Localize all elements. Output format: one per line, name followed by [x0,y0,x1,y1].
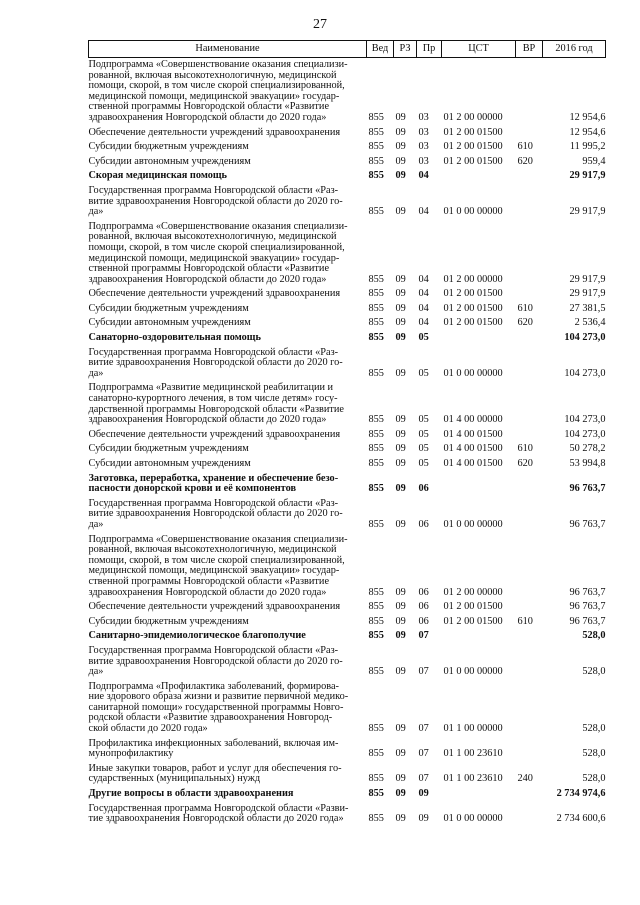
cell-pr: 04 [418,206,429,218]
table-row [89,787,606,802]
table-row [89,442,606,457]
cell-name: Скорая медицинская помощь [88,170,227,182]
cell-vr: 240 [517,773,533,785]
table-row [89,346,606,382]
cell-ved: 855 [368,170,384,182]
cell-rz: 09 [395,155,406,167]
cell-pr: 06 [418,615,429,627]
cell-name: Профилактика инфекционных заболеваний, включая им- мунопрофилактику [88,737,339,760]
cell-cst: 01 0 00 00000 [443,666,503,678]
cell-name: Обеспечение деятельности учреждений здравоохранения [88,126,341,138]
cell-ved: 855 [368,813,384,825]
cell-cst: 01 0 00 00000 [443,367,503,379]
cell-value: 104 273,0 [564,428,606,440]
cell-value: 2 536,4 [574,317,606,329]
cell-vr [516,184,543,220]
cell-value: 11 995,2 [569,141,606,153]
cell-rz: 09 [395,428,406,440]
cell-cst: 01 1 00 23610 [443,748,503,760]
cell-pr: 05 [418,443,429,455]
header-vr: ВР [516,41,543,58]
cell-ved: 855 [368,443,384,455]
cell-vr [516,644,543,680]
cell-pr: 03 [418,111,429,123]
cell-ved: 855 [368,126,384,138]
cell-pr: 05 [418,414,429,426]
cell-ved: 855 [368,518,384,530]
cell-pr: 07 [418,773,429,785]
cell-name: Подпрограмма «Развитие медицинской реабилитации и санаторно-курортного лечения, в том числе детям» госу- дарственной программы Новгородской области «Развитие здравоохранения Новгородской области до 2020 года» [88,382,344,426]
header-year: 2016 год [543,41,606,58]
cell-name: Государственная программа Новгородской области «Разви- тие здравоохранения Новгородской области до 2020 года» [88,802,349,825]
cell-name: Государственная программа Новгородской области «Раз- витие здравоохранения Новгородской области до 2020 го- да» [88,644,343,678]
cell-rz: 09 [395,111,406,123]
cell-value: 12 954,6 [569,111,606,123]
cell-vr [516,126,543,141]
cell-rz: 09 [395,483,406,495]
cell-pr: 05 [418,367,429,379]
cell-ved: 855 [368,458,384,469]
cell-rz: 09 [395,788,406,800]
cell-cst: 01 2 00 01500 [443,155,503,167]
cell-vr [516,497,543,533]
cell-vr [516,680,543,737]
cell-pr: 05 [418,332,429,344]
cell-vr [516,533,543,601]
cell-pr: 09 [418,813,429,825]
cell-value: 528,0 [582,748,606,760]
cell-ved: 855 [368,111,384,123]
cell-rz: 09 [395,367,406,379]
cell-name: Государственная программа Новгородской области «Раз- витие здравоохранения Новгородской области до 2020 го- да» [88,497,343,530]
cell-value: 528,0 [582,773,606,785]
cell-ved: 855 [368,302,384,314]
cell-ved: 855 [368,773,384,785]
cell-name: Подпрограмма «Совершенствование оказания специализи- рованной, включая высокотехнологичную, медицинской помощи, скорой, в том числе скорой специализированной, медицинской помощи, медицинской эвакуации» государ- ственной программы Новгородской области «Развитие здравоохранения Новгородской области до 2020 года» [88,220,348,285]
cell-value: 29 917,9 [569,170,606,182]
cell-name: Субсидии бюджетным учреждениям [88,443,249,455]
cell-value: 29 917,9 [569,288,606,300]
cell-ved: 855 [368,273,384,285]
cell-pr: 07 [418,723,429,735]
cell-rz: 09 [395,773,406,785]
header-rz: РЗ [394,41,417,58]
cell-vr [516,787,543,802]
cell-pr: 07 [418,630,429,642]
cell-rz: 09 [395,273,406,285]
cell-value: 528,0 [582,666,606,678]
cell-value: 50 278,2 [569,443,606,455]
table-row [89,155,606,170]
cell-cst: 01 0 00 00000 [443,518,503,530]
cell-value: 528,0 [582,630,606,642]
cell-value: 96 763,7 [569,601,606,613]
cell-pr: 04 [418,317,429,329]
cell-rz: 09 [395,141,406,153]
cell-cst: 01 2 00 00000 [443,586,503,598]
cell-name: Подпрограмма «Совершенствование оказания специализи- рованной, включая высокотехнологичную, медицинской помощи, скорой, в том числе скорой специализированной, медицинской помощи, медицинской эвакуации» государ- ственной программы Новгородской области «Развитие здравоохранения Новгородской области до 2020 года» [88,533,348,598]
cell-rz: 09 [395,206,406,218]
cell-rz: 09 [395,518,406,530]
cell-ved: 855 [368,586,384,598]
cell-vr [516,287,543,302]
cell-vr: 620 [517,155,533,167]
cell-name: Государственная программа Новгородской области «Раз- витие здравоохранения Новгородской области до 2020 го- да» [88,346,343,379]
cell-ved: 855 [368,414,384,426]
cell-vr: 610 [517,141,533,153]
cell-cst: 01 1 00 00000 [443,723,503,735]
cell-cst: 01 4 00 01500 [443,458,503,469]
table-row [89,533,606,601]
cell-vr [516,428,543,443]
cell-name: Обеспечение деятельности учреждений здравоохранения [88,288,341,300]
cell-rz: 09 [395,748,406,760]
cell-cst: 01 2 00 01500 [443,141,503,153]
cell-pr: 05 [418,458,429,469]
table-row [89,184,606,220]
cell-vr: 620 [517,317,533,329]
cell-vr [516,629,543,644]
table-row [89,644,606,680]
cell-name: Обеспечение деятельности учреждений здравоохранения [88,601,341,613]
cell-ved: 855 [368,748,384,760]
cell-ved: 855 [368,723,384,735]
cell-value: 12 954,6 [569,126,606,138]
cell-ved: 855 [368,666,384,678]
cell-value: 96 763,7 [569,615,606,627]
header-pr: Пр [417,41,442,58]
cell-name: Санитарно-эпидемиологическое благополучие [88,630,306,642]
table-row [89,497,606,533]
cell-ved: 855 [368,141,384,153]
cell-name: Субсидии автономным учреждениям [88,458,251,469]
cell-cst: 01 2 00 00000 [443,273,503,285]
cell-pr: 06 [418,483,429,495]
cell-name: Заготовка, переработка, хранение и обеспечение безо- пасности донорской крови и её компонентов [88,472,339,495]
table-row [89,615,606,630]
cell-vr: 620 [517,458,533,469]
cell-vr: 610 [517,443,533,455]
cell-pr: 03 [418,155,429,167]
cell-value: 959,4 [582,155,606,167]
cell-rz: 09 [395,414,406,426]
cell-vr [516,331,543,346]
cell-value: 29 917,9 [569,273,606,285]
cell-value: 2 734 600,6 [556,813,606,825]
cell-name: Санаторно-оздоровительная помощь [88,332,261,344]
cell-rz: 09 [395,317,406,329]
cell-rz: 09 [395,813,406,825]
cell-pr: 04 [418,170,429,182]
table-row [89,169,606,184]
cell-name: Субсидии автономным учреждениям [88,155,251,167]
cell-vr [516,737,543,762]
cell-value: 96 763,7 [569,483,606,495]
cell-name: Подпрограмма «Совершенствование оказания специализи- рованной, включая высокотехнологичную, медицинской помощи, скорой, в том числе скорой специализированной, медицинской помощи, медицинской эвакуации» государ- ственной программы Новгородской области «Развитие здравоохранения Новгородской области до 2020 года» [88,59,348,123]
budget-table [88,40,606,827]
cell-name: Другие вопросы в области здравоохранения [88,788,294,800]
cell-ved: 855 [368,630,384,642]
cell-pr: 06 [418,518,429,530]
table-row [89,126,606,141]
cell-rz: 09 [395,332,406,344]
cell-cst: 01 2 00 01500 [443,302,503,314]
cell-vr [516,58,543,126]
cell-vr [516,169,543,184]
header-ved: Вед [367,41,394,58]
cell-ved: 855 [368,428,384,440]
cell-cst: 01 0 00 00000 [443,813,503,825]
table-row [89,762,606,787]
cell-cst [442,472,516,497]
cell-cst: 01 2 00 01500 [443,126,503,138]
table-row [89,316,606,331]
table-row [89,140,606,155]
cell-pr: 04 [418,288,429,300]
cell-value: 2 734 974,6 [556,788,606,800]
table-row [89,302,606,317]
cell-pr: 06 [418,601,429,613]
cell-cst: 01 0 00 00000 [443,206,503,218]
cell-cst: 01 2 00 01500 [443,601,503,613]
cell-name: Субсидии бюджетным учреждениям [88,141,249,153]
cell-rz: 09 [395,170,406,182]
cell-cst: 01 2 00 01500 [443,615,503,627]
cell-rz: 09 [395,126,406,138]
cell-vr [516,346,543,382]
cell-value: 27 381,5 [569,302,606,314]
cell-vr: 610 [517,615,533,627]
cell-ved: 855 [368,601,384,613]
cell-name: Субсидии бюджетным учреждениям [88,302,249,314]
cell-ved: 855 [368,317,384,329]
table-row [89,381,606,427]
cell-value: 96 763,7 [569,586,606,598]
cell-name: Субсидии бюджетным учреждениям [88,615,249,627]
cell-cst: 01 4 00 00000 [443,414,503,426]
table-row [89,331,606,346]
cell-pr: 09 [418,788,429,800]
cell-rz: 09 [395,666,406,678]
cell-value: 104 273,0 [564,332,606,344]
cell-value: 53 994,8 [569,458,606,469]
cell-name: Иные закупки товаров, работ и услуг для обеспечения го- сударственных (муниципальных) нужд [88,762,342,785]
page-number: 27 [313,17,327,32]
cell-vr [516,600,543,615]
cell-pr: 04 [418,302,429,314]
cell-name: Субсидии автономным учреждениям [88,317,251,329]
cell-pr: 06 [418,586,429,598]
cell-cst: 01 2 00 01500 [443,317,503,329]
cell-ved: 855 [368,788,384,800]
cell-rz: 09 [395,723,406,735]
table-row [89,680,606,737]
cell-pr: 03 [418,126,429,138]
cell-name: Обеспечение деятельности учреждений здравоохранения [88,428,341,440]
table-row [89,58,606,126]
cell-vr [516,472,543,497]
table-row [89,457,606,472]
cell-rz: 09 [395,630,406,642]
header-cst: ЦСТ [442,41,516,58]
table-row [89,629,606,644]
cell-pr: 07 [418,748,429,760]
cell-name: Подпрограмма «Профилактика заболеваний, формирова- ние здорового образа жизни и развитие первичной медико- санитарной помощи» государственной программы Новго- родской области «Развитие здравоохранения Новгород- ской области до 2020 года» [88,680,349,735]
cell-ved: 855 [368,288,384,300]
cell-cst [442,169,516,184]
cell-pr: 03 [418,141,429,153]
cell-ved: 855 [368,483,384,495]
table-header [89,41,606,58]
table-row [89,802,606,827]
cell-cst: 01 4 00 01500 [443,428,503,440]
cell-vr: 610 [517,302,533,314]
table-row [89,287,606,302]
cell-ved: 855 [368,615,384,627]
cell-vr [516,802,543,827]
cell-rz: 09 [395,443,406,455]
cell-vr [516,220,543,288]
cell-value: 104 273,0 [564,367,606,379]
cell-ved: 855 [368,155,384,167]
cell-value: 104 273,0 [564,414,606,426]
table-row [89,600,606,615]
cell-ved: 855 [368,206,384,218]
table-row [89,220,606,288]
cell-rz: 09 [395,615,406,627]
cell-vr [516,381,543,427]
cell-cst: 01 2 00 01500 [443,288,503,300]
cell-cst: 01 1 00 23610 [443,773,503,785]
cell-value: 96 763,7 [569,518,606,530]
cell-rz: 09 [395,302,406,314]
cell-cst [442,629,516,644]
cell-pr: 07 [418,666,429,678]
cell-ved: 855 [368,367,384,379]
cell-rz: 09 [395,601,406,613]
cell-value: 528,0 [582,723,606,735]
header-name: Наименование [89,41,367,58]
cell-cst [442,787,516,802]
table-row [89,737,606,762]
cell-name: Государственная программа Новгородской области «Раз- витие здравоохранения Новгородской области до 2020 го- да» [88,184,343,218]
cell-ved: 855 [368,332,384,344]
cell-pr: 04 [418,273,429,285]
table-row [89,472,606,497]
cell-rz: 09 [395,586,406,598]
table-row [89,428,606,443]
cell-rz: 09 [395,458,406,469]
cell-cst [442,331,516,346]
cell-pr: 05 [418,428,429,440]
cell-cst: 01 4 00 01500 [443,443,503,455]
cell-rz: 09 [395,288,406,300]
cell-cst: 01 2 00 00000 [443,111,503,123]
cell-value: 29 917,9 [569,206,606,218]
